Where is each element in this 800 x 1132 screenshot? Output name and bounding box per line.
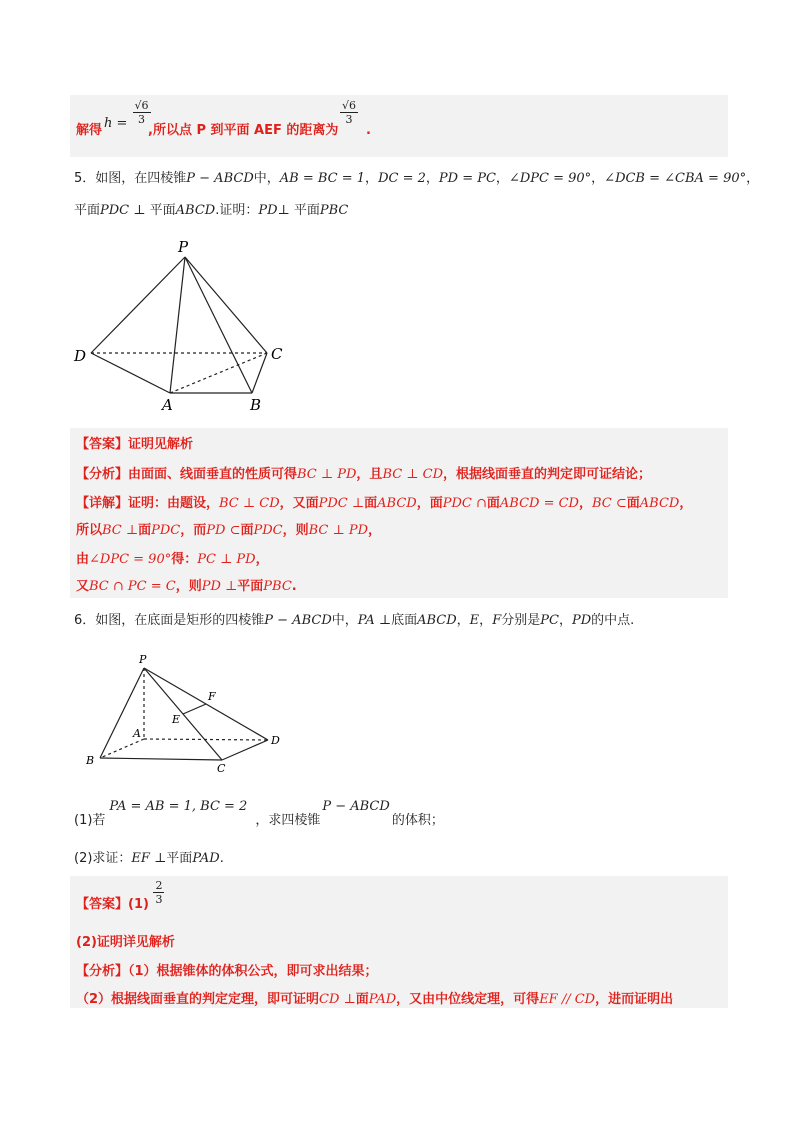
label-a: A	[162, 396, 173, 414]
q6-p2-pad: PAD	[192, 851, 220, 866]
q6-fenbie: 分别是	[501, 613, 541, 628]
q6-p1-mid: ，求四棱锥	[255, 813, 321, 828]
a5-d-bc-cd: BC ⊥ CD	[219, 496, 280, 511]
a5-l2-mian: 面	[138, 523, 152, 538]
q5-c4: ，	[591, 171, 605, 186]
q6-p2-pm: 平面	[166, 851, 193, 866]
edge-ab-hidden	[100, 739, 144, 758]
q5-detail-line3	[76, 553, 269, 566]
top-middle-text	[148, 124, 338, 137]
a5-d-bc-sub: BC ⊂	[592, 496, 627, 511]
q5-analysis-line	[76, 468, 651, 481]
edge-ad-hidden	[144, 739, 268, 740]
q6-c2: ，	[479, 613, 493, 628]
a5-l3-pcpd: PC ⊥ PD	[197, 552, 256, 567]
a5-l2-end: ，	[368, 523, 382, 538]
a5-l4-ze: ，则	[175, 579, 202, 594]
a5-and: ，且	[356, 467, 383, 482]
q6-pd: PD	[571, 613, 592, 628]
distance-fraction	[340, 100, 358, 125]
label-b: B	[250, 396, 262, 414]
a5-l4-end: .	[291, 579, 297, 594]
q6-zhongdian: 的中点.	[591, 613, 635, 628]
q5-pbc: PBC	[319, 203, 349, 218]
a6-l2-b: ，又由中位线定理，可得	[396, 992, 540, 1007]
q5-prove: .证明：	[215, 203, 259, 218]
edge-pb	[100, 668, 144, 758]
h-variable: h =	[104, 116, 128, 131]
a6-l2-mian: 面	[355, 992, 369, 1007]
a5-l4-bcpc: BC ∩ PC = C	[89, 579, 176, 594]
segment-ef	[183, 704, 206, 714]
label-d: D	[271, 734, 280, 747]
a5-d-abcd-cd: ABCD = CD	[499, 496, 579, 511]
a5-l2-pdc: PDC	[151, 523, 181, 538]
top-prefix: 解得	[76, 123, 103, 138]
a5-analysis-end: ，根据线面垂直的判定即可证结论；	[443, 467, 652, 482]
a5-d-end: ，	[679, 496, 693, 511]
q6-c1: ，	[456, 613, 470, 628]
a5-l2-pdc2: PDC	[253, 523, 283, 538]
q6-f: F	[492, 613, 502, 628]
edge-pa	[170, 257, 185, 393]
q6-part2	[74, 852, 224, 865]
edge-cd	[222, 740, 268, 760]
q5-analysis-tag: 【分析】由面面、线面垂直的性质可得	[76, 467, 298, 482]
a6-denominator: 3	[155, 893, 163, 906]
q6-p1-cond: PA = AB = 1, BC = 2	[109, 799, 248, 814]
a5-l4-pm: 平面	[237, 579, 264, 594]
q5-pdc: PDC	[100, 203, 130, 218]
a5-d-abcd1: ABCD	[377, 496, 417, 511]
q6-zhong: 中，	[331, 613, 358, 628]
a5-l2-bc: BC ⊥	[102, 523, 139, 538]
h-denominator: 3	[138, 113, 145, 126]
q6-p1-pabcd: P − ABCD	[322, 799, 390, 814]
a5-l4-you: 又	[76, 579, 90, 594]
a5-l2-ze: ，则	[282, 523, 309, 538]
q5-answer-line: 【答案】证明见解析	[76, 437, 194, 452]
q6-pc: PC	[540, 613, 559, 628]
q5-perp-plane: ⊥ 平面	[277, 203, 320, 218]
top-end: .	[366, 123, 371, 138]
a5-l2-er: ，而	[180, 523, 207, 538]
top-middle: ,所以点 P 到平面 AEF 的距离为	[148, 123, 339, 138]
q5-detail-line1	[76, 497, 692, 510]
d-fraction	[340, 100, 358, 125]
a6-answer-tag: 【答案】(1)	[76, 897, 149, 912]
label-d: D	[74, 347, 87, 365]
q5-angle-dcb: ∠DCB = ∠CBA = 90°	[604, 171, 747, 186]
d-numerator: √6	[342, 99, 357, 112]
a5-l2-mian2: 面	[240, 523, 254, 538]
q5-ab-bc: AB = BC = 1	[279, 171, 366, 186]
a5-l2-pd: PD ⊂	[206, 523, 241, 538]
q5-pd-pc: PD = PC	[438, 171, 496, 186]
q6-dimian: 底面	[391, 613, 418, 628]
edge-da	[91, 353, 170, 393]
a5-d-youmian: ，又面	[279, 496, 319, 511]
q5-perp: ⊥	[129, 203, 150, 218]
a6-numerator: 2	[155, 879, 163, 892]
q6-answer-line	[76, 879, 164, 912]
label-e: E	[172, 713, 181, 726]
a5-l3-dpc: ∠DPC = 90°	[89, 552, 172, 567]
top-result-line	[76, 112, 103, 138]
a5-detail-tag: 【详解】证明：由题设，	[76, 496, 220, 511]
a5-l4-pbc: PBC	[263, 579, 292, 594]
a5-d-abcd2: ABCD	[639, 496, 680, 511]
a5-l3-end: ，	[255, 552, 269, 567]
label-c: C	[217, 762, 226, 775]
q5-line1	[74, 172, 759, 185]
a6-l2-c: ，进而证明出	[595, 992, 674, 1007]
label-b: B	[86, 754, 95, 767]
q5-plane2: 平面	[149, 203, 176, 218]
edge-bc	[252, 353, 267, 393]
label-p: P	[139, 653, 147, 666]
q5-intro: 5．如图，在四棱锥	[74, 171, 187, 186]
q6-p2-ef: EF ⊥	[131, 851, 167, 866]
q5-line2	[74, 204, 348, 217]
q5-zhong: 中，	[253, 171, 280, 186]
q5-c1: ，	[365, 171, 379, 186]
q6-pyramid: P − ABCD	[264, 613, 332, 628]
q5-dc: DC = 2	[378, 171, 426, 186]
q6-analysis-line1: 【分析】（1）根据锥体的体积公式，即可求出结果；	[76, 964, 378, 979]
q6-intro: 6．如图，在底面是矩形的四棱锥	[74, 613, 265, 628]
q6-pyramid-figure	[78, 648, 293, 776]
edge-ac-hidden	[170, 353, 267, 393]
q6-abcd: ABCD	[417, 613, 457, 628]
a5-l2-a: 所以	[76, 523, 103, 538]
q6-analysis-line2	[76, 993, 673, 1006]
a5-bc-pd: BC ⊥ PD	[297, 467, 357, 482]
h-formula	[104, 99, 151, 131]
q5-detail-line4	[76, 580, 297, 593]
edge-pc	[185, 257, 267, 353]
a5-d-mian4: 面	[626, 496, 640, 511]
a5-d-pdc-cap: PDC ∩	[442, 496, 487, 511]
q6-c3: ，	[558, 613, 572, 628]
a6-l2-pad: PAD	[368, 992, 397, 1007]
q6-answer-part2: (2)证明详见解析	[76, 935, 175, 950]
a5-d-pdc: PDC ⊥	[318, 496, 365, 511]
a6-l2-a: （2）根据线面垂直的判定定理，即可证明	[76, 992, 320, 1007]
h-numerator: √6	[134, 99, 149, 112]
q6-p1-end: 的体积；	[391, 813, 444, 828]
q6-p2-tag: (2)求证：	[74, 851, 132, 866]
q5-answer-box	[70, 428, 728, 598]
a5-d-mian1: 面	[364, 496, 378, 511]
q5-abcd: ABCD	[175, 203, 216, 218]
a5-d-mian2: ，面	[416, 496, 443, 511]
a6-l2-efcd: EF // CD	[539, 992, 596, 1007]
q6-e: E	[469, 613, 480, 628]
label-p: P	[178, 238, 189, 256]
label-c: C	[271, 345, 283, 363]
a5-d-mian3: 面	[486, 496, 500, 511]
a5-l4-pd: PD ⊥	[201, 579, 238, 594]
edge-bc	[100, 758, 222, 760]
a5-d-comma: ，	[578, 496, 592, 511]
q5-c2: ，	[425, 171, 439, 186]
q5-pyramid-figure	[70, 235, 300, 415]
q5-pyramid: P − ABCD	[186, 171, 254, 186]
a6-l2-cd: CD ⊥	[319, 992, 356, 1007]
q5-detail-line2	[76, 524, 381, 537]
label-f: F	[208, 690, 216, 703]
h-fraction	[133, 100, 151, 125]
q6-p2-end: .	[219, 851, 224, 866]
a5-bc-cd: BC ⊥ CD	[382, 467, 444, 482]
q5-c3: ，	[495, 171, 509, 186]
q6-line1	[74, 614, 634, 627]
q5-pd: PD	[258, 203, 278, 218]
d-denominator: 3	[345, 113, 353, 126]
q6-p1-tag: (1)若	[74, 813, 106, 828]
q5-angle-dpc: ∠DPC = 90°	[508, 171, 592, 186]
q5-plane1: 平面	[74, 203, 101, 218]
a5-l3-you: 由	[76, 552, 90, 567]
edge-pb	[185, 257, 252, 393]
a5-l2-bcpd: BC ⊥ PD	[308, 523, 369, 538]
q5-c5: ，	[746, 171, 760, 186]
q6-part1	[74, 799, 444, 828]
edge-pd	[91, 257, 185, 353]
label-a: A	[133, 727, 141, 740]
a5-l3-de: 得：	[171, 552, 198, 567]
q6-pa: PA ⊥	[357, 613, 392, 628]
a6-fraction	[153, 880, 164, 905]
